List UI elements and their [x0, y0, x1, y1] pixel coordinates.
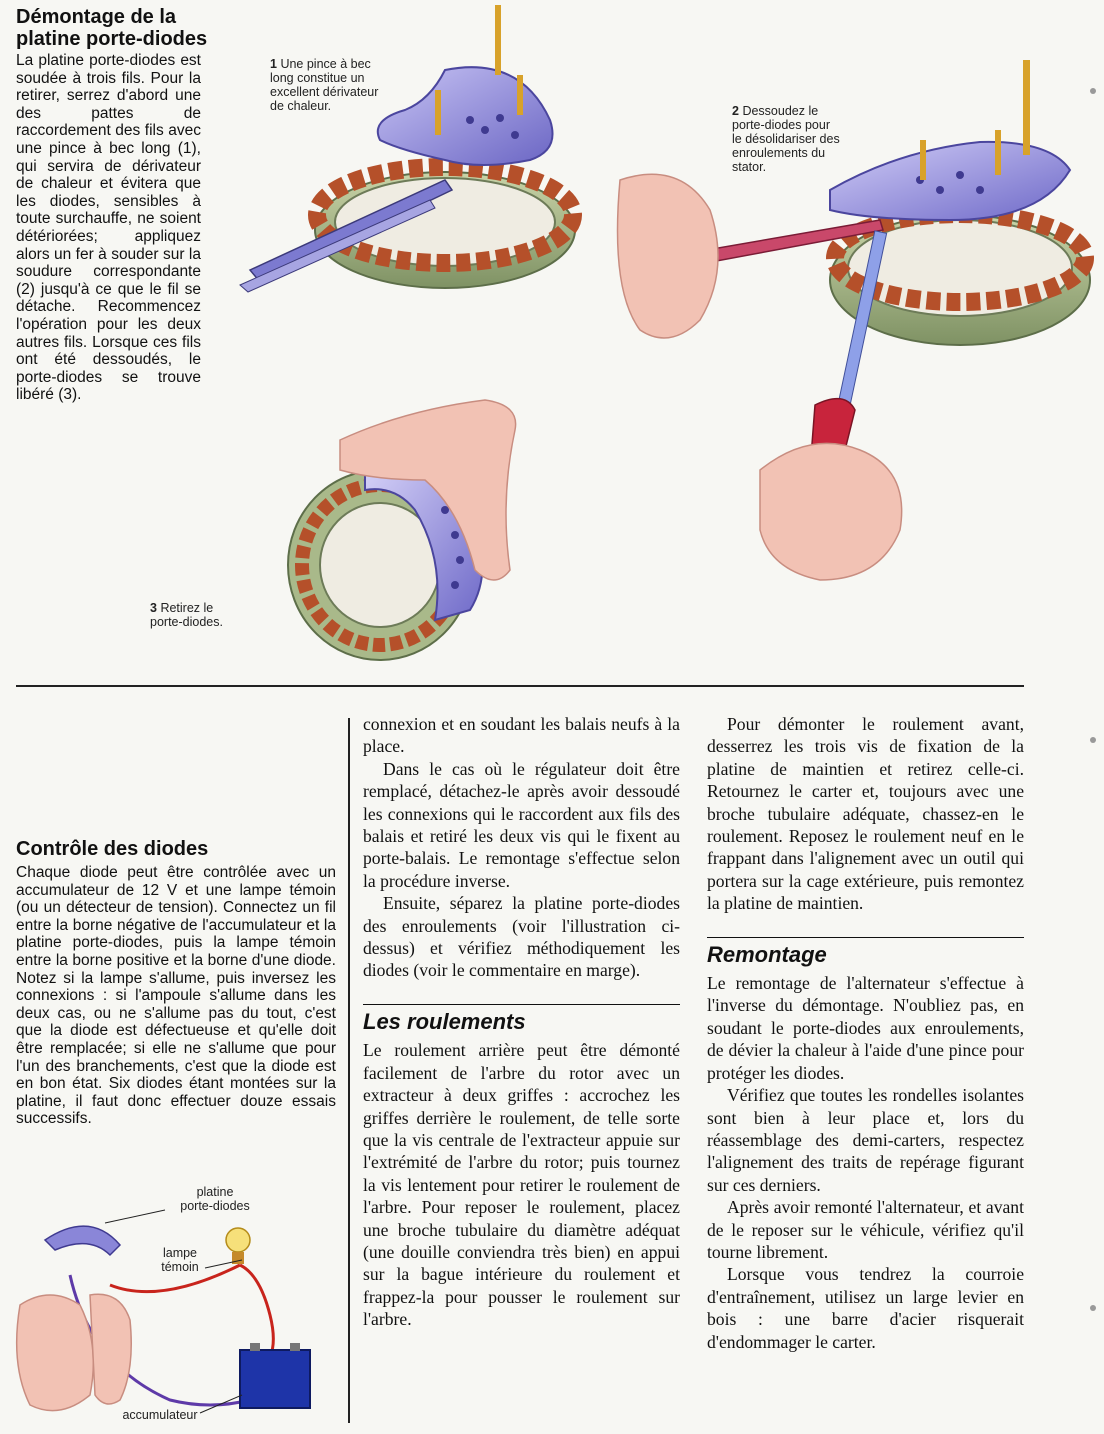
- hands: [17, 1295, 94, 1411]
- label-line: platine: [196, 1185, 234, 1199]
- paragraph: Dans le cas où le régulateur doit être remplacé, détachez-le après avoir dessoudé les connexions qui le raccordent aux fils des balais et retiré les deux vis qui le fixent au porte-balais. Le remontage s'effectue selon la procédure inverse.: [363, 758, 680, 891]
- caption-line: enroulements du: [732, 146, 826, 160]
- paragraph: Pour démonter le roulement avant, desserrez les trois vis de fixation de la platine de maintien et retirez celle-ci. Retournez le carter et, toujours avec une broche tubulaire adéquate, chassez-en le roulement. Reposez le roulement neuf en le frappant dans l'alignement avec un outil qui portera sur la cage extérieure, puis remontez la platine de maintien.: [707, 714, 1024, 914]
- caption-line: porte-diodes pour: [732, 118, 830, 132]
- controle-paragraph: [16, 864, 336, 1128]
- terminal-bolt: [1023, 60, 1030, 155]
- label-platine: [160, 1185, 270, 1213]
- caption-line: Retirez le: [160, 601, 214, 615]
- diode-plate: [830, 142, 1070, 220]
- column-middle: [363, 713, 680, 1331]
- diode-plate: [45, 1226, 120, 1255]
- battery-terminal: [290, 1343, 300, 1351]
- terminal-bolt: [920, 140, 926, 180]
- paragraph: Ensuite, séparez la platine porte-diodes des enroulements (voir l'illustration ci-dessus) et vérifiez méthodiquement les diodes (voir le commentaire en marge).: [363, 893, 680, 981]
- label-line: lampe: [162, 1246, 198, 1260]
- page-dot: [1090, 737, 1096, 743]
- caption-line: Une pince à bec: [280, 57, 371, 71]
- illustration-soldering: [600, 50, 1100, 590]
- caption-line: stator.: [732, 160, 767, 174]
- page-dot: [1090, 1305, 1096, 1311]
- hand-left: [618, 174, 719, 338]
- caption-number: 1: [270, 57, 277, 71]
- terminal-bolt: [995, 130, 1001, 175]
- label-leader: [105, 1210, 165, 1223]
- paragraph: Le remontage de l'alternateur s'effectue à l'inverse du démontage. N'oubliez pas, en soudant le porte-diodes aux enroulements, de dévier la chaleur à l'aide d'une pince pour protéger les diodes.: [707, 973, 1024, 1083]
- terminal-bolt: [517, 75, 523, 115]
- caption-number: 3: [150, 601, 157, 615]
- intro-text: La platine porte-diodes est soudée à trois fils. Pour la retirer, serrez d'abord une des pattes de raccordement des fils avec une pince à bec long (1), qui servira de dérivateur de chaleur et évitera que les diodes, sensibles à toute surchauffe, ne soient détériorées; appliquez alors un fer à souder sur la soudure correspondante (2) jusqu'à ce que le fil se détache. Recommencez l'opération pour les deux autres fils. Lorsque ces fils ont été dessoudés, le porte-diodes se trouve libéré (3).: [16, 52, 201, 404]
- caption-line: le désolidariser des: [732, 132, 840, 146]
- label-accumulateur: [100, 1408, 220, 1422]
- paragraph: Après avoir remonté l'alternateur, et avant de le reposer sur le véhicule, vérifiez qu'il tourne librement.: [707, 1197, 1024, 1262]
- caption-line: excellent dérivateur: [270, 85, 379, 99]
- section-heading-roulements: Les roulements: [363, 1004, 680, 1033]
- terminal-bolt: [435, 90, 441, 135]
- caption-number: 2: [732, 104, 739, 118]
- heading-line: platine porte-diodes: [16, 28, 208, 50]
- page-dot: [1090, 88, 1096, 94]
- section-heading-demontage: [16, 6, 246, 50]
- controle-text: Chaque diode peut être contrôlée avec un accumulateur de 12 V et une lampe témoin (ou un détecteur de tension). Connectez un fil entre la borne négative de l'accumulateur et la platine porte-diodes, puis la lampe témoin entre la borne positive et la borne d'une diode. Notez si la lampe s'allume, puis inversez les connexions : si l'ampoule s'allume dans les deux cas, ou ne s'allume pas du tout, c'est que la diode est défectueuse et qu'elle doit être remplacée; si elle ne s'allume que pour l'un des branchements, c'est que la diode est en bon état. Six diodes étant montées sur la platine, il faut donc effectuer douze essais successifs.: [16, 864, 336, 1128]
- caption-line: Dessoudez le: [742, 104, 819, 118]
- section-heading-remontage: Remontage: [707, 937, 1024, 966]
- label-line: témoin: [161, 1260, 199, 1274]
- section-heading-controle: Contrôle des diodes: [16, 838, 209, 860]
- caption-3: [150, 601, 270, 629]
- label-lampe: [150, 1246, 210, 1274]
- illustration-pliers-heat-sink: [230, 0, 610, 310]
- hand-right: [760, 443, 902, 580]
- diode-test-diagram: [10, 1195, 330, 1430]
- lamp-bulb: [226, 1228, 250, 1252]
- label-line: accumulateur: [122, 1408, 198, 1422]
- label-line: porte-diodes: [180, 1199, 250, 1213]
- column-divider: [348, 718, 350, 1423]
- paragraph: Vérifiez que toutes les rondelles isolantes sont bien à leur place et, lors du réassemblage des demi-carters, respectez l'alignement des traits de repérage figurant sur ces derniers.: [707, 1085, 1024, 1195]
- paragraph: Lorsque vous tendrez la courroie d'entraînement, utilisez un large levier en bois : une barre d'acier risquerait d'endommager le carter.: [707, 1264, 1024, 1352]
- illustration-remove-plate: [285, 390, 525, 670]
- terminal-bolt: [495, 5, 501, 75]
- caption-line: de chaleur.: [270, 99, 332, 113]
- column-right: [707, 713, 1024, 1353]
- heading-line: Démontage de la: [16, 6, 177, 28]
- diode-plate: [378, 67, 553, 165]
- caption-line: long constitue un: [270, 71, 365, 85]
- battery-terminal: [250, 1343, 260, 1351]
- battery: [240, 1350, 310, 1408]
- caption-line: porte-diodes.: [150, 615, 223, 629]
- paragraph: connexion et en soudant les balais neufs à la place.: [363, 714, 680, 757]
- paragraph: Le roulement arrière peut être démonté facilement de l'arbre du rotor avec un extracteur à deux griffes : accrochez les griffes derrière le roulement, de telle sorte que la vis centrale de l'extracteur appuie sur l'extrémité de l'arbre du rotor; puis tournez la vis lentement pour retirer le roulement de l'arbre. Pour reposer le roulement, placez une broche tubulaire du diamètre adéquat (une douille conviendra très bien) en appui sur la bague intérieure du roulement et frappez-la pour pousser le roulement sur l'arbre.: [363, 1040, 680, 1330]
- intro-paragraph: [16, 52, 201, 404]
- section-divider: [16, 685, 1024, 687]
